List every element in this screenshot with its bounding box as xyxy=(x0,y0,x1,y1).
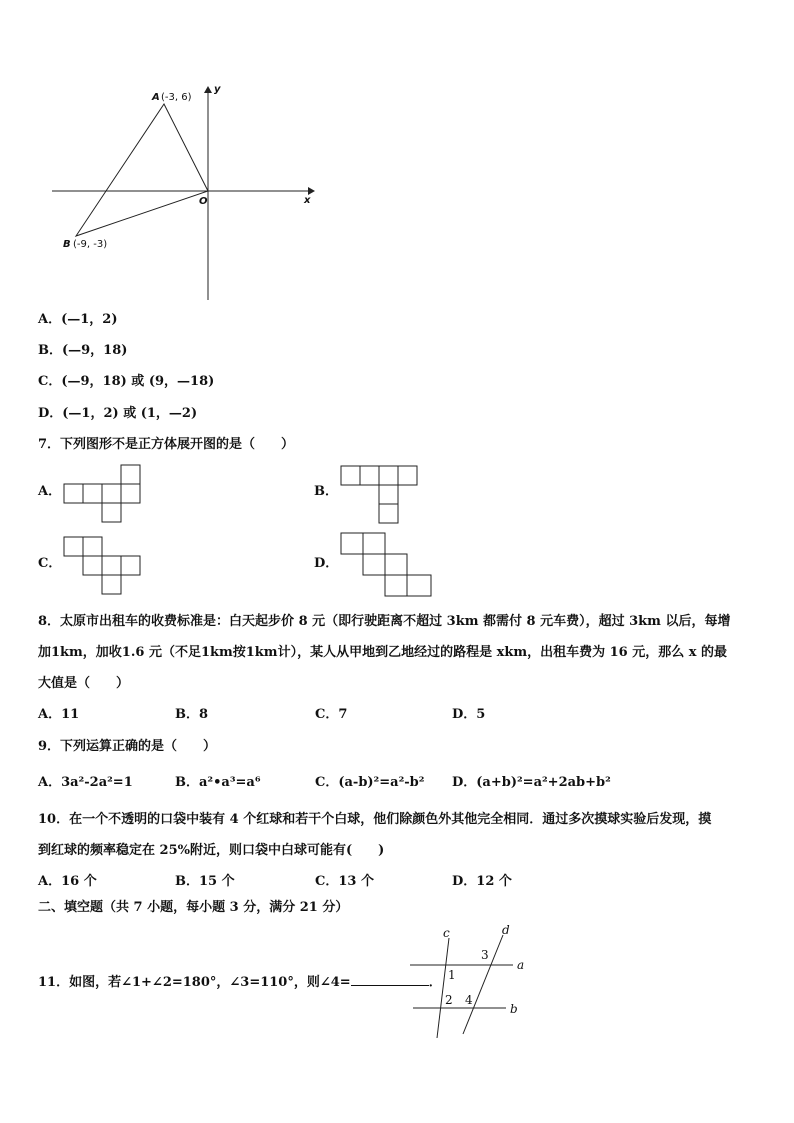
label-a: a xyxy=(517,958,525,972)
label-b: b xyxy=(510,1002,518,1016)
q7-label-b: B． xyxy=(314,484,338,499)
q11-stem: 11．如图，若∠1+∠2=180°，∠3=110°，则∠4= xyxy=(38,975,351,990)
line-c xyxy=(437,938,449,1038)
q6-option-a: A．(—1，2) xyxy=(38,312,118,327)
q6-option-b: B．(—9，18) xyxy=(38,343,128,358)
q10-option-a: A．16 个 xyxy=(38,874,97,889)
q10-option-d: D．12 个 xyxy=(452,874,512,889)
q8-line3: 大值是（ ） xyxy=(38,676,130,691)
q6-option-d: D．(—1，2) 或 (1，—2) xyxy=(38,406,198,421)
q10-option-b: B．15 个 xyxy=(175,874,235,889)
point-a-label: A xyxy=(152,92,160,103)
q10-line2: 到红球的频率稳定在 25%附近，则口袋中白球可能有( ) xyxy=(38,843,385,858)
q9-option-c: C．(a-b)²=a²-b² xyxy=(315,775,425,790)
q7-label-a: A． xyxy=(38,484,62,499)
angle-3-label: 3 xyxy=(481,948,489,962)
angle-4-label: 4 xyxy=(465,993,473,1007)
point-b-coords: (-9, -3) xyxy=(73,239,108,250)
q8-option-a: A．11 xyxy=(38,707,80,722)
q8-option-d: D．5 xyxy=(452,707,486,722)
angle-1-label: 1 xyxy=(448,968,456,982)
y-axis-label: y xyxy=(214,84,221,95)
q9-option-d: D．(a+b)²=a²+2ab+b² xyxy=(452,775,611,790)
x-axis-label: x xyxy=(304,195,311,206)
point-a-coords: (-3, 6) xyxy=(161,92,192,103)
q6-option-c: C．(—9，18) 或 (9，—18) xyxy=(38,374,215,389)
q11-tail: ． xyxy=(428,975,442,990)
point-b-label: B xyxy=(63,239,71,250)
label-d: d xyxy=(502,923,510,937)
q8-option-b: B．8 xyxy=(175,707,209,722)
origin-label: O xyxy=(199,196,208,207)
q8-line2: 加1km，加收1.6 元（不足1km按1km计），某人从甲地到乙地经过的路程是 xkm，出租车费为 16 元，那么 x 的最 xyxy=(38,645,728,660)
q8-line1: 8．太原市出租车的收费标准是：白天起步价 8 元（即行驶距离不超过 3km 都需付 8 元车费），超过 3km 以后，每增 xyxy=(38,614,731,629)
q7-label-c: C． xyxy=(38,556,62,571)
q10-line1: 10．在一个不透明的口袋中装有 4 个红球和若干个白球，他们除颜色外其他完全相同．通过多次摸球实验后发现，摸 xyxy=(38,812,712,827)
label-c: c xyxy=(443,926,450,940)
q9-option-a: A．3a²-2a²=1 xyxy=(38,775,133,790)
q7-label-d: D． xyxy=(314,556,339,571)
angle-2-label: 2 xyxy=(445,993,453,1007)
section2-title: 二、填空题（共 7 小题，每小题 3 分，满分 21 分） xyxy=(38,900,349,915)
q7-stem: 7．下列图形不是正方体展开图的是（ ） xyxy=(38,437,295,452)
q9-stem: 9．下列运算正确的是（ ） xyxy=(38,739,217,754)
q9-option-b: B．a²•a³=a⁶ xyxy=(175,775,261,790)
q10-option-c: C．13 个 xyxy=(315,874,374,889)
q8-option-c: C．7 xyxy=(315,707,348,722)
